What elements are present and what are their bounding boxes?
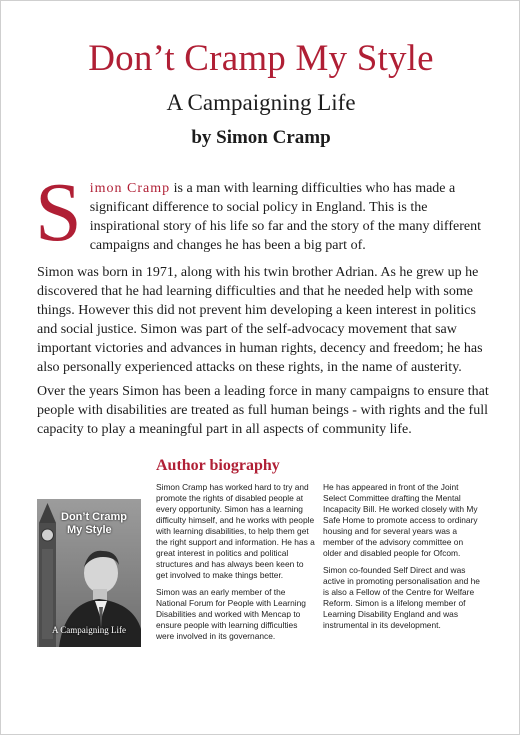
biography-column-2 — [323, 482, 483, 637]
drop-cap: S — [35, 166, 82, 259]
biography-paragraph: Simon was an early member of the National Forum for People with Learning Disabilities and worked with Mencap to ensure people with learning difficulties were involved in its governance. — [156, 587, 306, 641]
lead-word: imon Cramp — [89, 181, 171, 196]
book-subtitle: A Campaigning Life — [166, 90, 356, 115]
author-biography-heading: Author biography — [156, 457, 280, 474]
body-paragraph-2: Over the years Simon has been a leading force in many campaigns to ensure that people with disabilities are treated as full human beings - with rights and the full capacity to play a meaningful part in all aspects of community life. — [37, 384, 489, 437]
book-cover-image — [37, 499, 141, 647]
intro-paragraph — [35, 166, 487, 259]
byline: by Simon Cramp — [191, 127, 331, 148]
biography-paragraph: Simon Cramp has worked hard to try and promote the rights of disabled people at every opportunity. Simon has a learning difficulty himself, and he works with people with learning disabilities, to help them get the right support and information. He has a great interest in politics and political structures and has always been keen to get involved to make things better. — [156, 482, 315, 580]
intro-text: is a man with learning difficulties who has made a significant difference to social policy in England. This is the inspirational story of his life so far and the story of the many different campaigns and changes he has been a big part of. — [89, 181, 481, 253]
biography-column-1 — [156, 482, 316, 648]
biography-paragraph: Simon co-founded Self Direct and was active in promoting personalisation and he is also a Fellow of the Centre for Welfare Reform. Simon is a lifelong member of Learning Disability England and was instrumental in its development. — [323, 565, 480, 630]
body-paragraph-1: Simon was born in 1971, along with his twin brother Adrian. As he grew up he discovered that he had learning difficulties and that he needed help with some things. However this did not prevent him developing a keen interest in politics and social justice. Simon was part of the self-advocacy movement that saw important victories and advances in human rights, decency and freedom; he has also personally experienced attacks on these rights, in the name of austerity. — [37, 265, 483, 375]
biography-paragraph: He has appeared in front of the Joint Select Committee drafting the Mental Incapacity Bill. He worked closely with My Safe Home to promote access to ordinary housing and for several years was a member of the advisory committee on older and disabled people for Ofcom. — [323, 482, 478, 558]
book-cover-subtitle: A Campaigning Life — [52, 625, 126, 635]
book-cover-title: Don’t Cramp My Style — [61, 511, 127, 536]
book-title: Don’t Cramp My Style — [88, 38, 434, 79]
